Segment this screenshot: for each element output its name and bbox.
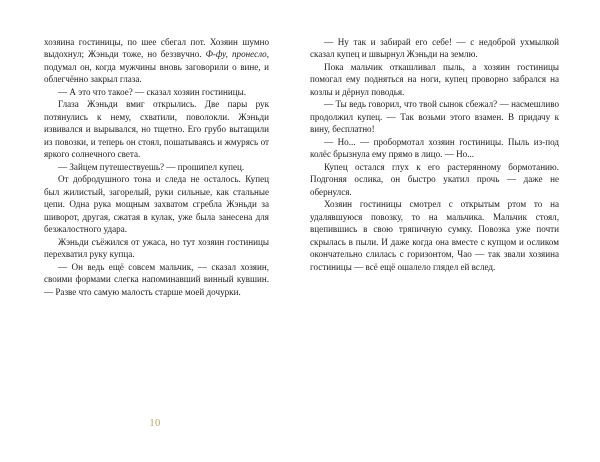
right-page-paragraph xyxy=(310,61,559,98)
left-page-paragraph xyxy=(44,261,269,298)
left-page-paragraph xyxy=(44,161,269,173)
text-run: Глаза Жэньди вмиг открылись. Две пары рук потянулись к нему, схватили, поволокли. Жэньди извивался и вырывался, но тщетно. Его грубо вытащили из повозки, и теперь он стоял, пошатываясь и жмурясь от яркого солнечного света. xyxy=(44,99,269,160)
text-run: Хозяин гостиницы смотрел с открытым ртом то на удалявшуюся повозку, то на мальчика. Мальчик стоял, вцепившись в свою тряпичную сумку. Повозка уже почти скрылась в пыли. И даже когда она вместе с купцом и осликом окончательно слилась с горизонтом, Чао — так звали хозяина гостиницы — всё ещё ошалело глядел ей вслед. xyxy=(310,199,559,272)
page-number: 10 xyxy=(149,418,161,429)
right-page-paragraph xyxy=(310,161,559,198)
right-page-text-column xyxy=(310,36,559,273)
left-page-paragraph xyxy=(44,98,269,160)
text-run: — Ну так и забирай его себе! — с недоброй ухмылкой сказал купец и швырнул Жэньди на землю. xyxy=(310,37,559,60)
left-page-paragraph xyxy=(44,36,269,86)
text-run: — Зайцем путешествуешь? — прошипел купец. xyxy=(58,161,245,172)
page-gutter xyxy=(299,0,300,462)
text-run: хозяина гостиницы, по шее сбегал пот. Хозяин шумно выдохнул; Жэньди тоже, но беззвучно. xyxy=(44,37,269,60)
left-page-paragraph xyxy=(44,236,269,261)
left-page-text-column xyxy=(44,36,269,298)
italic-text-run: Ф-фу, пронесло xyxy=(205,49,267,60)
left-page-paragraph xyxy=(44,173,269,235)
right-page-paragraph xyxy=(310,198,559,273)
right-page-paragraph xyxy=(310,98,559,135)
text-run: От добродушного тона и следа не осталось. Купец был жилистый, загорелый, руки сильные, как стальные цепи. Одна рука мощным захватом сгребла Жэньди за шиворот, другая, сжатая в кулак, уже была занесена для безжалостного удара. xyxy=(44,174,269,235)
text-run: — Он ведь ещё совсем мальчик, — сказал хозяин, своими формами слегка напоминавший винный кувшин. — Разве что самую малость старше моей дочурки. xyxy=(44,261,269,297)
text-run: Пока мальчик откашливал пыль, а хозяин гостиницы помогал ему подняться на ноги, купец проворно забрался на козлы и дёрнул поводья. xyxy=(310,61,559,97)
text-run: Жэньди съёжился от ужаса, но тут хозяин гостиницы перехватил руку купца. xyxy=(44,236,269,260)
right-page-paragraph xyxy=(310,36,559,61)
text-run: , подумал он, когда мужчины вновь заговорили о вине, и облегчённо закрыл глаза. xyxy=(44,49,270,85)
text-run: — Но... — пробормотал хозяин гостиницы. Пыль из-под колёс брызнула ему прямо в лицо. — Но... xyxy=(310,136,559,160)
right-page-paragraph xyxy=(310,136,559,161)
left-page-paragraph xyxy=(44,86,269,98)
text-run: — Ты ведь говорил, что твой сынок сбежал? — насмешливо продолжил купец. — Так возьми этого взамен. В придачу к вину, бесплатно! xyxy=(310,99,559,135)
text-run: Купец остался глух к его растерянному бормотанию. Подгоняя ослика, он быстро укатил прочь — даже не обернулся. xyxy=(310,161,559,197)
text-run: — А это что такое? — сказал хозяин гостиницы. xyxy=(58,86,247,97)
